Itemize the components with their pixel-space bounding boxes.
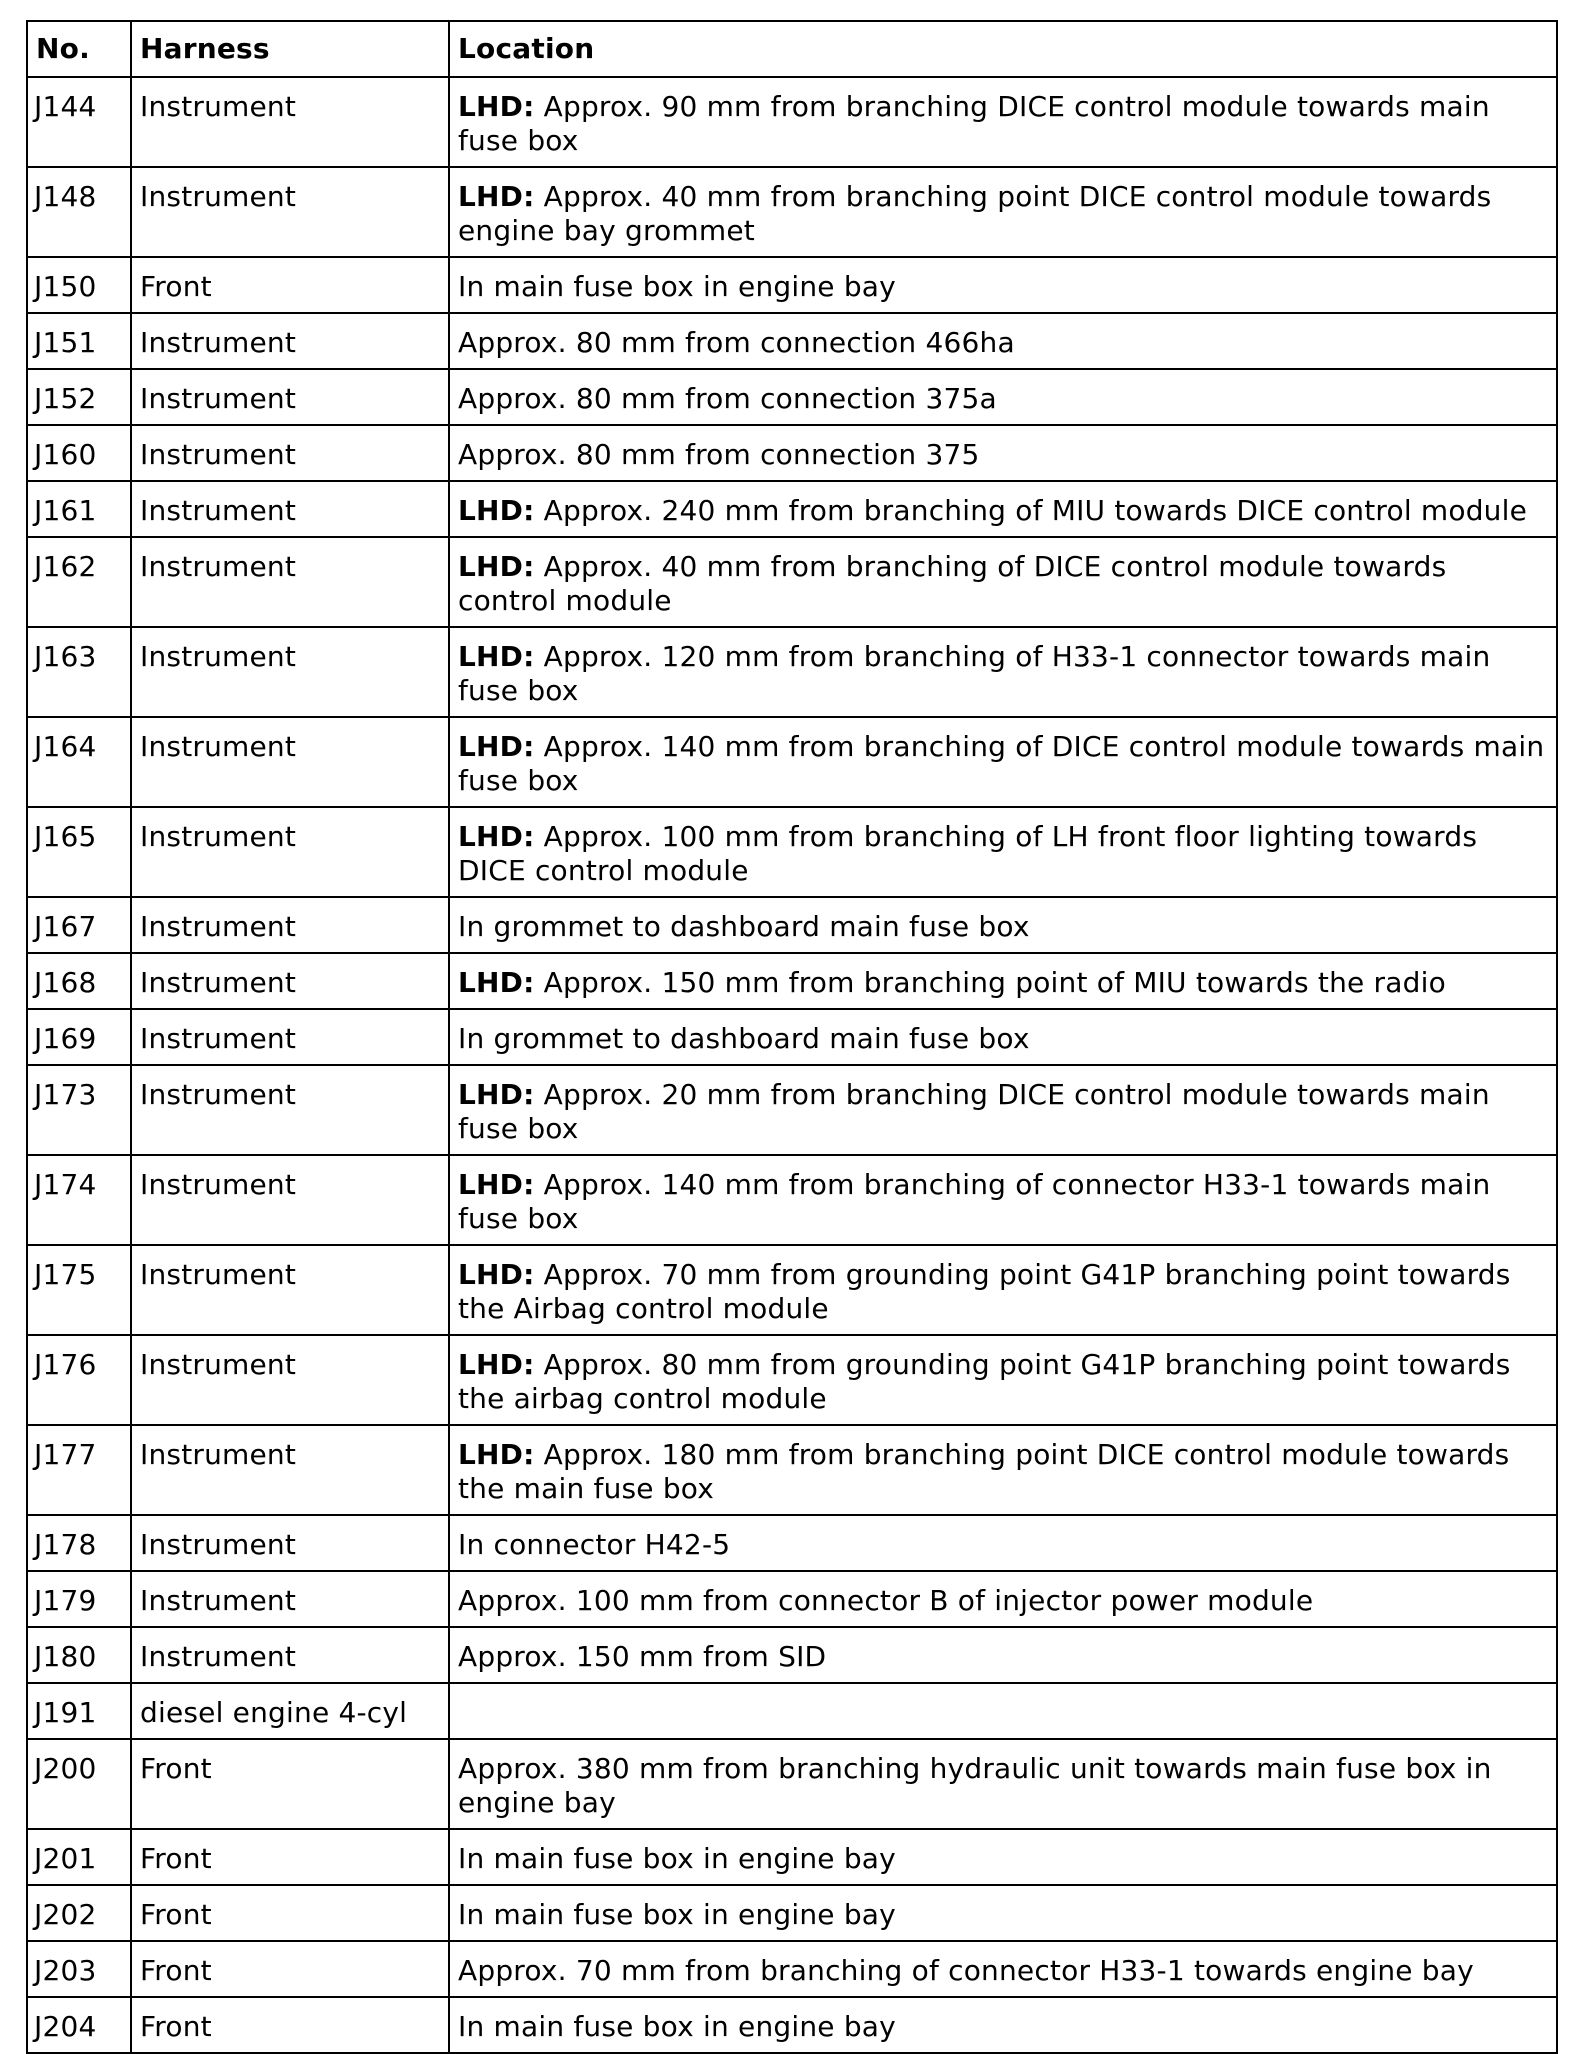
harness-cell: Instrument [131,717,449,807]
table-row [27,1997,1557,2053]
location-cell [449,425,1557,481]
location-text: Approx. 380 mm from branching hydraulic unit towards main fuse box in engine bay [458,1752,1492,1819]
harness-cell: Instrument [131,953,449,1009]
location-cell [449,1009,1557,1065]
location-text: In main fuse box in engine bay [458,1898,896,1931]
junction-number-cell: J175 [27,1245,131,1335]
location-cell [449,313,1557,369]
location-cell [449,1829,1557,1885]
location-text: Approx. 70 mm from branching of connector H33-1 towards engine bay [458,1954,1474,1987]
location-cell [449,1997,1557,2053]
junction-number-cell: J179 [27,1571,131,1627]
junction-number-cell: J151 [27,313,131,369]
harness-cell: Instrument [131,897,449,953]
table-row [27,1335,1557,1425]
location-prefix: LHD: [458,1258,535,1291]
harness-cell: Front [131,1739,449,1829]
location-cell [449,1155,1557,1245]
location-text: Approx. 100 mm from branching of LH front floor lighting towards DICE control module [458,820,1478,887]
location-prefix: LHD: [458,640,535,673]
location-prefix: LHD: [458,1438,535,1471]
junction-number-cell: J148 [27,167,131,257]
junction-number-cell: J202 [27,1885,131,1941]
table-row [27,1515,1557,1571]
harness-cell: Instrument [131,313,449,369]
location-cell [449,1515,1557,1571]
table-row [27,1009,1557,1065]
table-row [27,807,1557,897]
location-text: In main fuse box in engine bay [458,1842,896,1875]
table-row [27,1245,1557,1335]
location-text: Approx. 80 mm from connection 375a [458,382,997,415]
location-text: Approx. 180 mm from branching point DICE control module towards the main fuse box [458,1438,1510,1505]
table-row [27,1885,1557,1941]
location-text: Approx. 20 mm from branching DICE control module towards main fuse box [458,1078,1490,1145]
junction-number-cell: J150 [27,257,131,313]
junction-number-cell: J177 [27,1425,131,1515]
junction-number-cell: J200 [27,1739,131,1829]
junction-number-cell: J173 [27,1065,131,1155]
table-row [27,77,1557,167]
table-row [27,953,1557,1009]
table-row [27,257,1557,313]
junction-number-cell: J168 [27,953,131,1009]
junction-number-cell: J152 [27,369,131,425]
location-text: In main fuse box in engine bay [458,2010,896,2043]
location-cell [449,77,1557,167]
location-text: Approx. 150 mm from SID [458,1640,827,1673]
harness-cell: Instrument [131,481,449,537]
location-text: Approx. 40 mm from branching of DICE control module towards control module [458,550,1447,617]
location-cell [449,1571,1557,1627]
location-prefix: LHD: [458,1078,535,1111]
location-prefix: LHD: [458,494,535,527]
location-cell [449,1425,1557,1515]
location-cell [449,1627,1557,1683]
harness-cell: Instrument [131,537,449,627]
junction-number-cell: J204 [27,1997,131,2053]
location-prefix: LHD: [458,820,535,853]
harness-cell: Instrument [131,1245,449,1335]
location-text: Approx. 70 mm from grounding point G41P branching point towards the Airbag control module [458,1258,1511,1325]
junction-number-cell: J160 [27,425,131,481]
harness-cell: Instrument [131,1571,449,1627]
harness-cell: diesel engine 4-cyl [131,1683,449,1739]
table-row [27,1739,1557,1829]
junction-number-cell: J180 [27,1627,131,1683]
junction-number-cell: J163 [27,627,131,717]
table-row [27,1941,1557,1997]
location-text: Approx. 100 mm from connector B of injector power module [458,1584,1314,1617]
location-cell [449,1335,1557,1425]
location-cell [449,1245,1557,1335]
harness-cell: Instrument [131,167,449,257]
location-prefix: LHD: [458,90,535,123]
location-text: In main fuse box in engine bay [458,270,896,303]
location-prefix: LHD: [458,550,535,583]
junction-location-table [26,20,1558,2054]
location-text: In connector H42-5 [458,1528,731,1561]
location-cell [449,953,1557,1009]
column-header-location: Location [449,21,1557,77]
table-row [27,313,1557,369]
table-row [27,537,1557,627]
harness-cell: Front [131,1997,449,2053]
junction-number-cell: J178 [27,1515,131,1571]
junction-number-cell: J162 [27,537,131,627]
location-cell [449,537,1557,627]
location-cell [449,369,1557,425]
junction-number-cell: J176 [27,1335,131,1425]
harness-cell: Instrument [131,807,449,897]
location-cell [449,627,1557,717]
document-page [26,20,1556,2054]
harness-cell: Instrument [131,77,449,167]
table-row [27,897,1557,953]
location-prefix: LHD: [458,966,535,999]
location-cell [449,807,1557,897]
junction-number-cell: J144 [27,77,131,167]
harness-cell: Front [131,1885,449,1941]
location-text: Approx. 80 mm from connection 375 [458,438,980,471]
location-cell [449,1941,1557,1997]
location-text: Approx. 140 mm from branching of connector H33-1 towards main fuse box [458,1168,1491,1235]
location-prefix: LHD: [458,730,535,763]
location-text: Approx. 90 mm from branching DICE control module towards main fuse box [458,90,1490,157]
harness-cell: Instrument [131,1425,449,1515]
harness-cell: Front [131,1941,449,1997]
table-row [27,1065,1557,1155]
location-text: Approx. 80 mm from grounding point G41P branching point towards the airbag control module [458,1348,1511,1415]
column-header-no: No. [27,21,131,77]
table-row [27,1627,1557,1683]
harness-cell: Front [131,1829,449,1885]
location-text: Approx. 240 mm from branching of MIU towards DICE control module [534,494,1528,527]
column-header-harness: Harness [131,21,449,77]
location-cell [449,1065,1557,1155]
location-cell [449,257,1557,313]
harness-cell: Instrument [131,1335,449,1425]
location-prefix: LHD: [458,180,535,213]
location-cell [449,481,1557,537]
table-row [27,1155,1557,1245]
table-row [27,1425,1557,1515]
junction-number-cell: J191 [27,1683,131,1739]
junction-number-cell: J164 [27,717,131,807]
location-cell [449,897,1557,953]
table-row [27,481,1557,537]
junction-number-cell: J161 [27,481,131,537]
harness-cell: Front [131,257,449,313]
junction-number-cell: J203 [27,1941,131,1997]
harness-cell: Instrument [131,627,449,717]
junction-number-cell: J167 [27,897,131,953]
junction-number-cell: J201 [27,1829,131,1885]
junction-number-cell: J165 [27,807,131,897]
location-text: Approx. 140 mm from branching of DICE control module towards main fuse box [458,730,1545,797]
junction-number-cell: J169 [27,1009,131,1065]
harness-cell: Instrument [131,1065,449,1155]
harness-cell: Instrument [131,1627,449,1683]
harness-cell: Instrument [131,369,449,425]
location-text: Approx. 40 mm from branching point DICE control module towards engine bay grommet [458,180,1492,247]
table-row [27,1571,1557,1627]
harness-cell: Instrument [131,1009,449,1065]
harness-cell: Instrument [131,1515,449,1571]
location-text: Approx. 120 mm from branching of H33-1 connector towards main fuse box [458,640,1491,707]
location-cell [449,1885,1557,1941]
location-cell [449,1739,1557,1829]
location-cell [449,1683,1557,1739]
location-text: In grommet to dashboard main fuse box [458,1022,1030,1055]
table-row [27,1683,1557,1739]
location-text: Approx. 150 mm from branching point of MIU towards the radio [534,966,1446,999]
table-row [27,167,1557,257]
table-row [27,1829,1557,1885]
table-row [27,425,1557,481]
location-cell [449,717,1557,807]
table-row [27,369,1557,425]
location-prefix: LHD: [458,1348,535,1381]
table-body [27,77,1557,2053]
table-header-row [27,21,1557,77]
location-text: In grommet to dashboard main fuse box [458,910,1030,943]
table-row [27,717,1557,807]
table-row [27,627,1557,717]
location-text: Approx. 80 mm from connection 466ha [458,326,1015,359]
location-prefix: LHD: [458,1168,535,1201]
junction-number-cell: J174 [27,1155,131,1245]
harness-cell: Instrument [131,425,449,481]
harness-cell: Instrument [131,1155,449,1245]
location-cell [449,167,1557,257]
